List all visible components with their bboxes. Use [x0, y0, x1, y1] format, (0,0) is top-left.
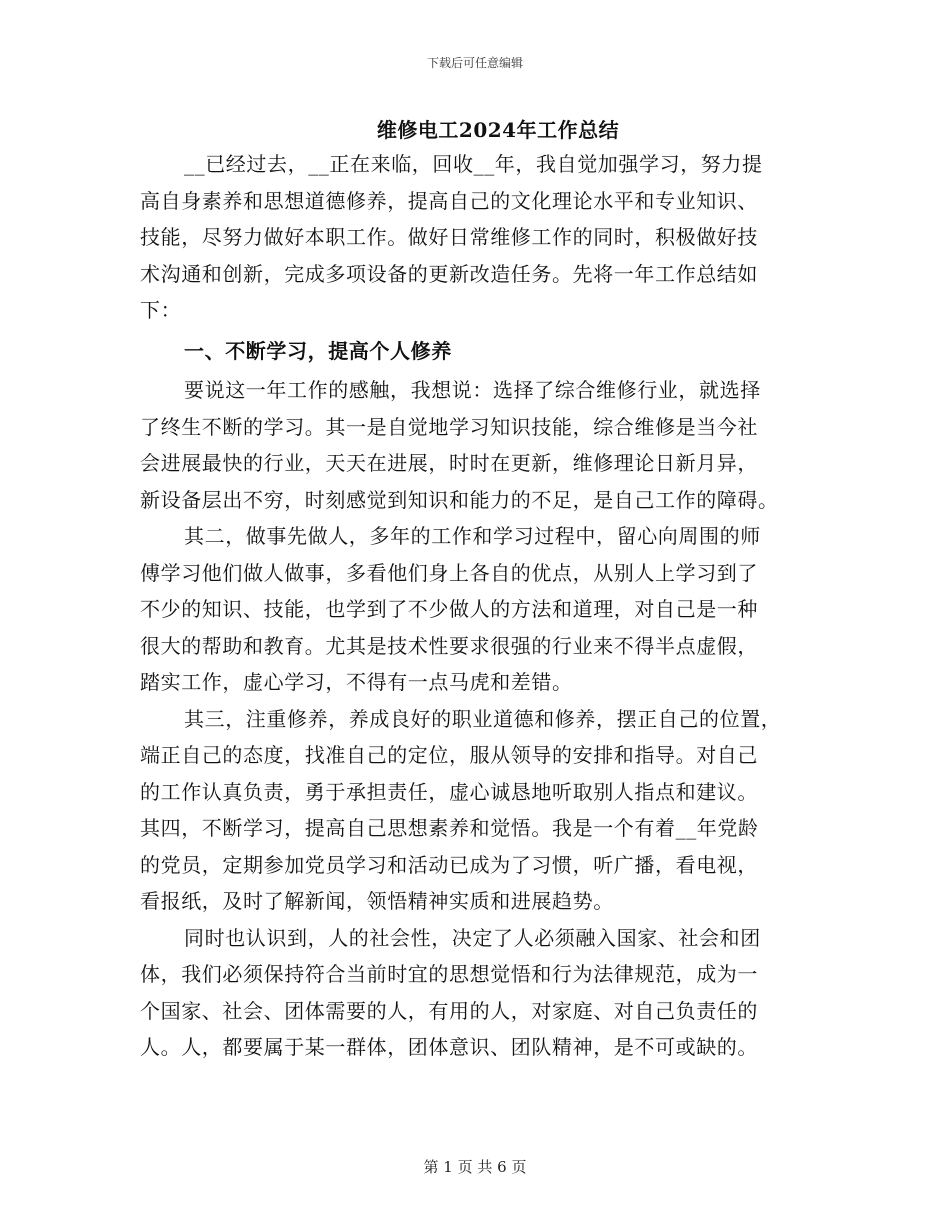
body-text-line: 了终生不断的学习。其一是自觉地学习知识技能，综合维修是当今社	[140, 414, 758, 439]
body-text-line: 其四，不断学习，提高自己思想素养和觉悟。我是一个有着__年党龄	[140, 816, 759, 840]
body-text-line: 术沟通和创新，完成多项设备的更新改造任务。先将一年工作总结如	[140, 261, 758, 286]
section-heading: 一、不断学习，提高个人修养	[184, 338, 452, 363]
body-text-line: 踏实工作，虚心学习，不得有一点马虎和差错。	[140, 670, 573, 694]
body-text-line: 的党员，定期参加党员学习和活动已成为了习惯，听广播，看电视，	[140, 852, 758, 877]
page-footer: 第 1 页 共 6 页	[423, 1158, 527, 1176]
body-text-line: 技能，尽努力做好本职工作。做好日常维修工作的同时，积极做好技	[140, 225, 758, 249]
body-text-line: 很大的帮助和教育。尤其是技术性要求很强的行业来不得半点虚假，	[140, 633, 758, 658]
body-text-line: 新设备层出不穷，时刻感觉到知识和能力的不足，是自己工作的障碍。	[140, 487, 779, 512]
body-text-line: 下：	[140, 298, 182, 322]
body-text-line: 个国家、社会、团体需要的人，有用的人，对家庭、对自己负责任的	[140, 998, 758, 1023]
body-text-line: 会进展最快的行业，天天在进展，时时在更新，维修理论日新月异，	[140, 451, 758, 475]
body-text-line: 其三，注重修养，养成良好的职业道德和修养，摆正自己的位置，	[184, 706, 782, 731]
body-text-line: 傅学习他们做人做事，多看他们身上各自的优点，从别人上学习到了	[140, 560, 758, 585]
document-body	[140, 146, 804, 1066]
body-text-line: 看报纸，及时了解新闻，领悟精神实质和进展趋势。	[140, 889, 614, 913]
body-text-line: 同时也认识到，人的社会性，决定了人必须融入国家、社会和团	[184, 925, 761, 950]
body-text-line: 高自身素养和思想道德修养，提高自己的文化理论水平和专业知识、	[140, 188, 758, 213]
body-text-line: 要说这一年工作的感触，我想说：选择了综合维修行业，就选择	[184, 378, 761, 402]
body-text-line: __已经过去，__正在来临，回收__年，我自觉加强学习，努力提	[184, 152, 763, 176]
document-title: 维修电工2024年工作总结	[376, 118, 620, 142]
body-text-line: 的工作认真负责，勇于承担责任，虚心诚恳地听取别人指点和建议。	[140, 779, 758, 804]
body-text-line: 体，我们必须保持符合当前时宜的思想觉悟和行为法律规范，成为一	[140, 962, 758, 986]
body-text-line: 不少的知识、技能，也学到了不少做人的方法和道理，对自己是一种	[140, 597, 758, 621]
body-text-line: 端正自己的态度，找准自己的定位，服从领导的安排和指导。对自己	[140, 743, 758, 767]
header-note: 下载后可任意编辑	[426, 56, 523, 70]
body-text-line: 其二，做事先做人，多年的工作和学习过程中，留心向周围的师	[184, 524, 761, 548]
body-text-line: 人。人，都要属于某一群体，团体意识、团队精神，是不可或缺的。	[140, 1035, 758, 1059]
